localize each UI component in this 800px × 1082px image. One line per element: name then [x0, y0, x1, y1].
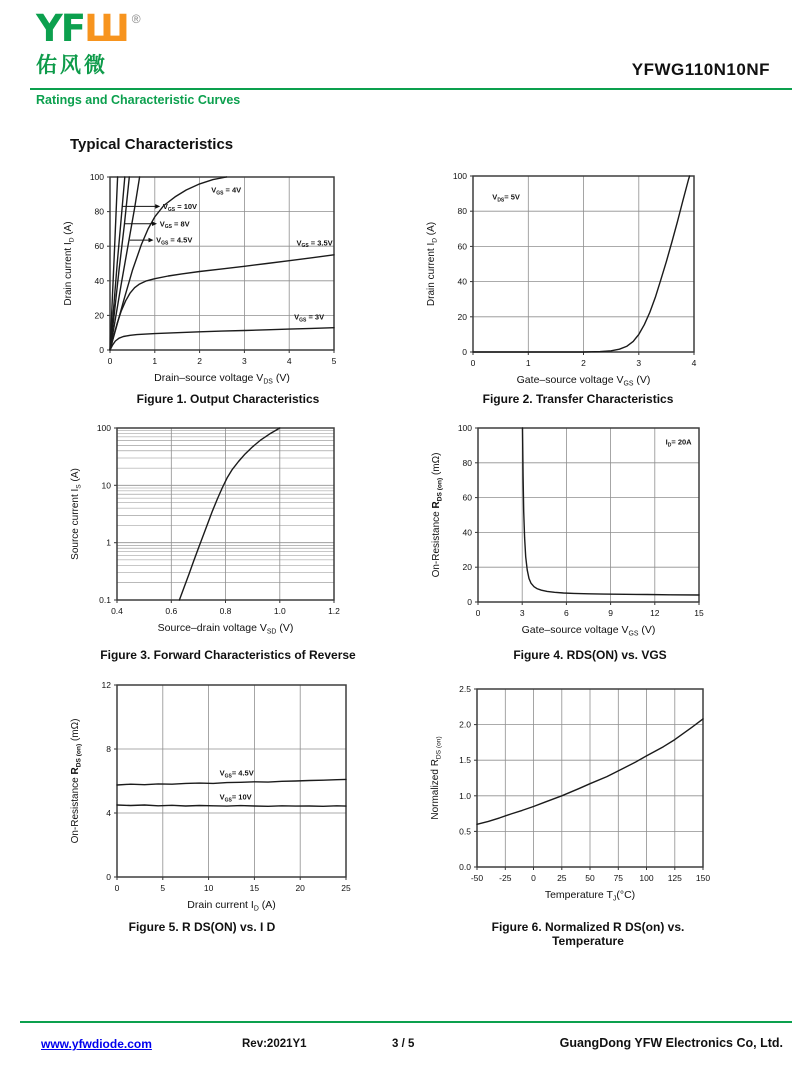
svg-text:40: 40	[457, 276, 467, 287]
chart-figure-6-normalized-rdson-vs-temperature	[425, 677, 717, 911]
svg-text:On-Resistance RDS (on) (mΩ): On-Resistance $R_{DS (on)}$ (mΩ)	[70, 718, 83, 844]
svg-text:Source–drain voltage VSD (V): Source–drain voltage $V_{SD}$ (V)	[157, 622, 294, 636]
svg-text:60: 60	[457, 241, 467, 252]
svg-text:15: 15	[694, 608, 704, 618]
svg-text:12: 12	[101, 680, 111, 690]
svg-text:4: 4	[106, 808, 111, 818]
svg-text:VGS= 10V: $V_{GS}= 10V$	[219, 792, 252, 804]
svg-text:Temperature TJ(°C): Temperature $T_J(^\circ C)$	[544, 889, 636, 903]
registered-trademark-icon: ®	[131, 12, 141, 26]
svg-text:125: 125	[667, 873, 682, 883]
logo-wordmark	[36, 7, 141, 50]
chart-figure-4-rdson-vs-vgs	[426, 416, 713, 646]
svg-text:3: 3	[519, 608, 525, 618]
svg-text:20: 20	[295, 883, 305, 893]
svg-text:0: 0	[107, 356, 113, 366]
svg-text:VGS = 3V: $V_{GS} = 3V$	[294, 312, 325, 324]
svg-text:15: 15	[249, 883, 260, 893]
figure-4-caption: Figure 4. RDS(ON) vs. VGS	[513, 648, 667, 662]
yfw-logo	[36, 7, 141, 79]
svg-text:2.0: 2.0	[459, 719, 471, 730]
svg-text:20: 20	[457, 311, 467, 322]
svg-text:3: 3	[242, 356, 247, 366]
svg-text:100: 100	[457, 423, 472, 433]
chart-figure-5-rdson-vs-id	[65, 673, 360, 921]
svg-text:10: 10	[101, 480, 111, 491]
svg-text:VGS = 4V: $V_{GS} = 4V$	[211, 185, 242, 197]
figure-1-caption: Figure 1. Output Characteristics	[136, 392, 320, 406]
svg-text:0: 0	[531, 873, 536, 883]
chart-figure-1-output-characteristics	[58, 165, 348, 394]
svg-text:5: 5	[331, 356, 337, 366]
svg-text:1: 1	[106, 537, 111, 548]
svg-text:VDS= 5V: $V_{DS}= 5V$	[492, 192, 520, 204]
logo-chinese-text: 佑风微	[36, 53, 108, 77]
figure-6-caption: Figure 6. Normalized R DS(on) vs. Temperature	[491, 920, 685, 948]
svg-text:50: 50	[585, 873, 595, 883]
svg-text:1: 1	[152, 356, 158, 366]
svg-text:1.5: 1.5	[459, 755, 471, 766]
footer-divider	[20, 1021, 792, 1023]
svg-text:0: 0	[462, 347, 467, 357]
svg-text:2: 2	[581, 358, 586, 368]
svg-text:3: 3	[636, 358, 642, 368]
svg-text:0: 0	[106, 872, 111, 882]
svg-text:8: 8	[106, 744, 111, 754]
svg-text:Drain current ID (A): Drain current $I_D$ (A)	[426, 221, 439, 307]
figure-3-caption: Figure 3. Forward Characteristics of Reverse	[100, 648, 356, 662]
svg-text:9: 9	[608, 608, 613, 618]
svg-text:20: 20	[462, 562, 472, 573]
svg-text:2: 2	[197, 356, 202, 366]
svg-text:ID= 20A: $I_D= 20A$	[665, 437, 692, 449]
svg-text:0: 0	[99, 345, 104, 355]
svg-text:0.6: 0.6	[165, 606, 178, 616]
svg-text:0: 0	[475, 608, 481, 618]
chart-figure-2-transfer-characteristics	[421, 164, 708, 396]
svg-text:100: 100	[452, 171, 467, 181]
page-title: Typical Characteristics	[70, 136, 234, 153]
svg-text:1.2: 1.2	[328, 606, 340, 616]
svg-text:VGS = 8V: $V_{GS} = 8V$	[159, 219, 190, 231]
company-name: GuangDong YFW Electronics Co, Ltd.	[559, 1036, 783, 1050]
svg-text:100: 100	[89, 172, 104, 182]
svg-text:VGS = 4.5V: $V_{GS} = 4.5V$	[156, 235, 193, 247]
svg-text:0.1: 0.1	[99, 595, 111, 605]
logo-mark-sha: Ш	[84, 7, 130, 50]
svg-text:100: 100	[96, 423, 111, 433]
svg-text:25: 25	[557, 873, 567, 883]
svg-text:0.0: 0.0	[459, 862, 471, 872]
svg-text:0.4: 0.4	[111, 606, 123, 616]
svg-text:40: 40	[94, 275, 104, 286]
svg-text:-50: -50	[470, 873, 484, 883]
svg-text:0: 0	[114, 883, 120, 893]
svg-text:VGS = 10V: $V_{GS} = 10V$	[162, 202, 198, 213]
svg-text:6: 6	[564, 608, 569, 618]
svg-text:0.8: 0.8	[219, 606, 232, 616]
svg-text:Drain–source voltage VDS (V): Drain–source voltage $V_{DS}$ (V)	[154, 372, 290, 386]
header-divider	[30, 88, 792, 90]
svg-text:75: 75	[613, 873, 624, 883]
svg-text:0: 0	[470, 358, 476, 368]
svg-text:4: 4	[691, 358, 697, 368]
svg-text:0.5: 0.5	[459, 826, 471, 837]
section-title: Ratings and Characteristic Curves	[36, 93, 241, 107]
svg-text:Gate–source voltage VGS (V): Gate–source voltage $V_{GS}$ (V)	[521, 624, 656, 638]
svg-text:1: 1	[525, 358, 531, 368]
svg-text:Normalized RDS (on): Normalized $R_{DS (on)}$	[430, 736, 443, 820]
svg-text:VGS= 4.5V: $V_{GS}= 4.5V$	[219, 768, 254, 780]
svg-text:80: 80	[462, 457, 472, 468]
svg-text:1.0: 1.0	[459, 790, 471, 801]
svg-text:12: 12	[650, 608, 660, 618]
svg-text:100: 100	[639, 873, 654, 883]
svg-text:Source current IS (A): Source current $I_S$ (A)	[70, 468, 83, 560]
svg-text:40: 40	[462, 527, 472, 538]
svg-text:150: 150	[695, 873, 711, 883]
figure-2-caption: Figure 2. Transfer Characteristics	[482, 392, 674, 406]
svg-text:1.0: 1.0	[273, 606, 286, 616]
svg-text:80: 80	[457, 206, 467, 217]
page-number: 3 / 5	[392, 1038, 415, 1050]
svg-text:0: 0	[467, 597, 472, 607]
product-part-number: YFWG110N10NF	[631, 60, 770, 79]
svg-text:5: 5	[160, 883, 166, 893]
svg-text:25: 25	[341, 883, 351, 893]
svg-text:Drain current ID (A): Drain current $I_D$ (A)	[63, 221, 76, 306]
logo-text-yf: YF	[36, 7, 85, 50]
figure-5-caption: Figure 5. R DS(ON) vs. I D	[128, 920, 276, 934]
svg-text:10: 10	[203, 883, 214, 893]
svg-text:2.5: 2.5	[459, 684, 471, 694]
revision-label: Rev:2021Y1	[242, 1038, 307, 1050]
svg-text:20: 20	[94, 310, 104, 321]
svg-text:4: 4	[286, 356, 292, 366]
svg-text:80: 80	[94, 206, 104, 217]
svg-text:60: 60	[462, 492, 472, 503]
svg-text:-25: -25	[499, 873, 512, 883]
chart-figure-3-forward-characteristics	[65, 416, 348, 644]
svg-text:VGS = 3.5V: $V_{GS} = 3.5V$	[296, 238, 333, 250]
svg-text:Drain current ID (A): Drain current $I_D$ (A)	[187, 899, 276, 913]
svg-text:On-Resistance RDS (on) (mΩ): On-Resistance $R_{DS (on)}$ (mΩ)	[431, 452, 444, 578]
svg-text:60: 60	[94, 241, 104, 252]
svg-text:Gate–source voltage VGS (V): Gate–source voltage $V_{GS}$ (V)	[516, 374, 651, 388]
website-link[interactable]: www.yfwdiode.com	[41, 1037, 152, 1051]
